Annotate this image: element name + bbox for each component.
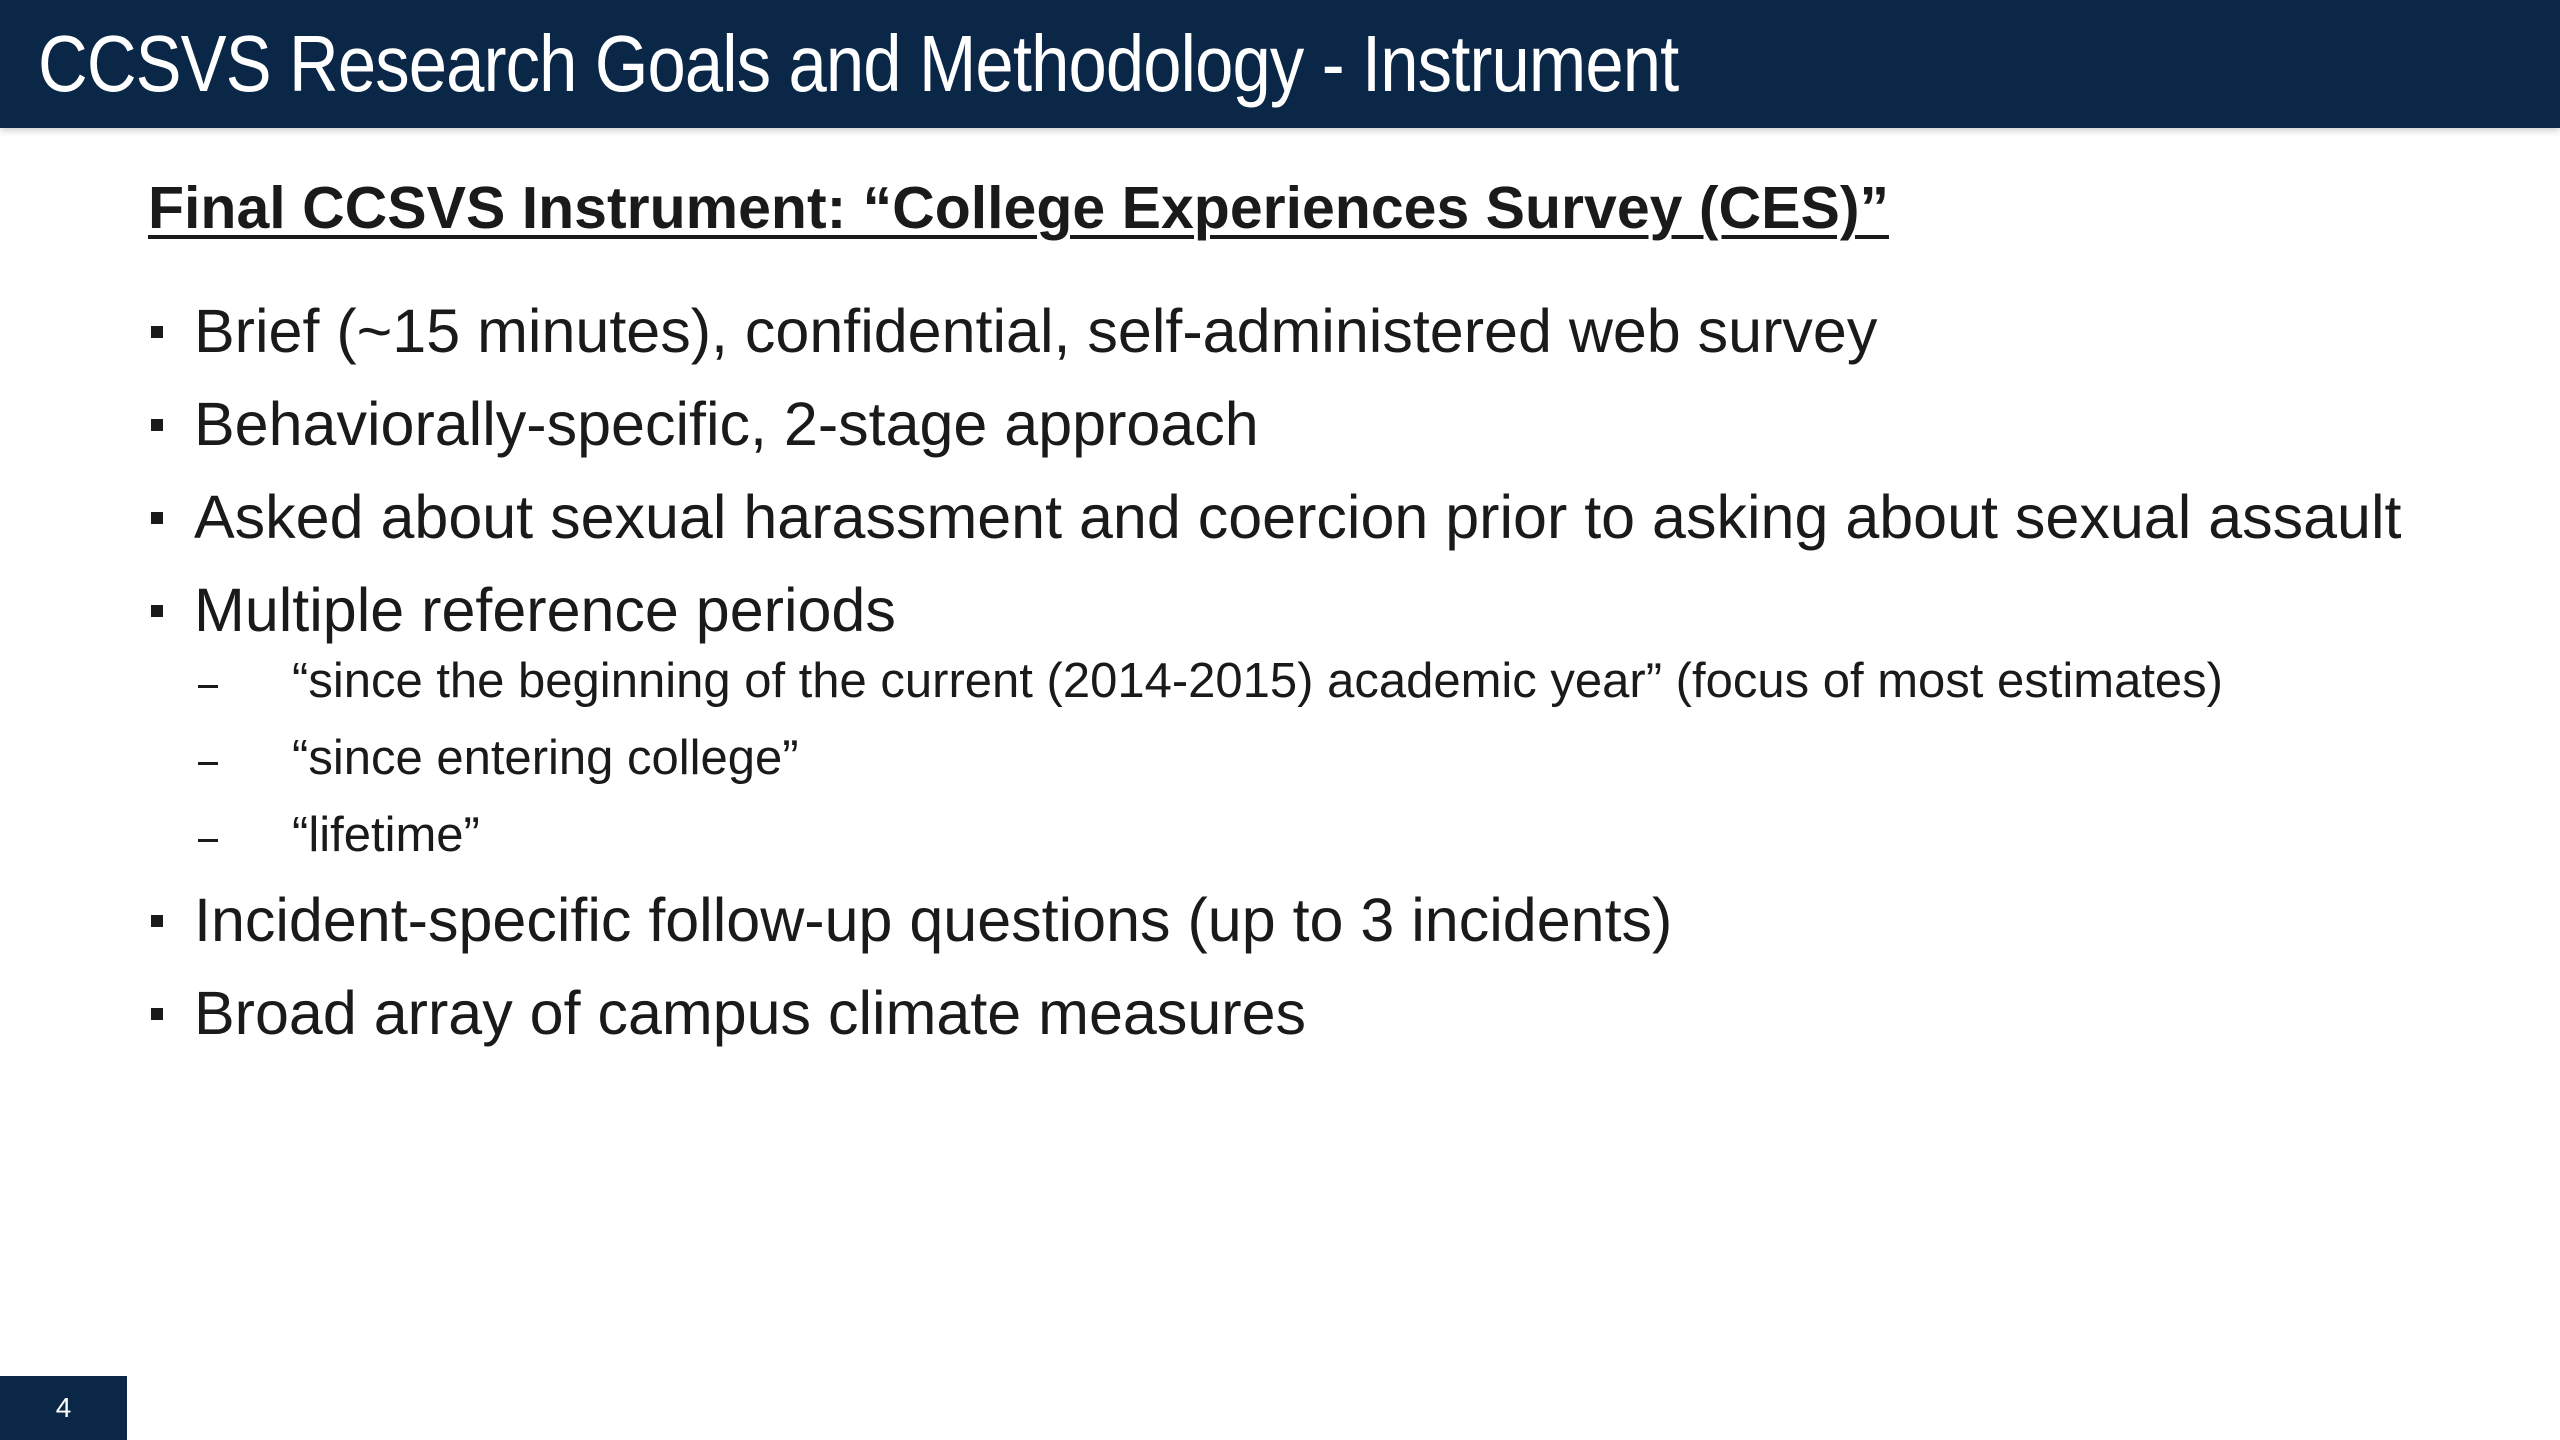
square-bullet-icon — [151, 419, 163, 431]
bullet-item — [148, 386, 2448, 463]
reference-period-list — [148, 651, 2402, 866]
bullet-item — [148, 293, 2448, 370]
sub-bullet-item — [148, 651, 2402, 712]
page-number-badge — [0, 1376, 127, 1440]
square-bullet-icon — [151, 512, 163, 524]
square-bullet-icon — [151, 605, 163, 617]
bullet-text: Incident-specific follow-up questions (up to 3 incidents) — [194, 886, 1673, 954]
bullet-item — [148, 572, 2448, 866]
bullet-text: Multiple reference periods — [194, 576, 896, 644]
bullet-item — [148, 975, 2448, 1052]
sub-bullet-text: “since entering college” — [292, 731, 799, 785]
bullet-text: Behaviorally-specific, 2-stage approach — [194, 390, 1259, 458]
bullet-text: Broad array of campus climate measures — [194, 979, 1306, 1047]
square-bullet-icon — [151, 326, 163, 338]
bullet-list — [148, 293, 2448, 1068]
dash-bullet-icon — [198, 762, 218, 765]
bullet-text: Brief (~15 minutes), confidential, self-administered web survey — [194, 297, 1878, 365]
sub-bullet-item — [148, 805, 2402, 866]
bullet-item — [148, 882, 2448, 959]
slide-title: CCSVS Research Goals and Methodology - Instrument — [38, 19, 1679, 108]
dash-bullet-icon — [198, 839, 218, 842]
bullet-item — [148, 479, 2448, 556]
page-number: 4 — [55, 1392, 72, 1423]
square-bullet-icon — [151, 1008, 163, 1020]
sub-bullet-item — [148, 728, 2402, 789]
dash-bullet-icon — [198, 685, 218, 688]
sub-bullet-text: “since the beginning of the current (2014-2015) academic year” (focus of most estimates) — [292, 654, 2224, 708]
square-bullet-icon — [151, 915, 163, 927]
title-bar — [0, 0, 2560, 128]
section-subtitle: Final CCSVS Instrument: “College Experiences Survey (CES)” — [148, 175, 1889, 241]
sub-bullet-text: “lifetime” — [292, 808, 480, 862]
bullet-text: Asked about sexual harassment and coercion prior to asking about sexual assault — [194, 483, 2402, 551]
